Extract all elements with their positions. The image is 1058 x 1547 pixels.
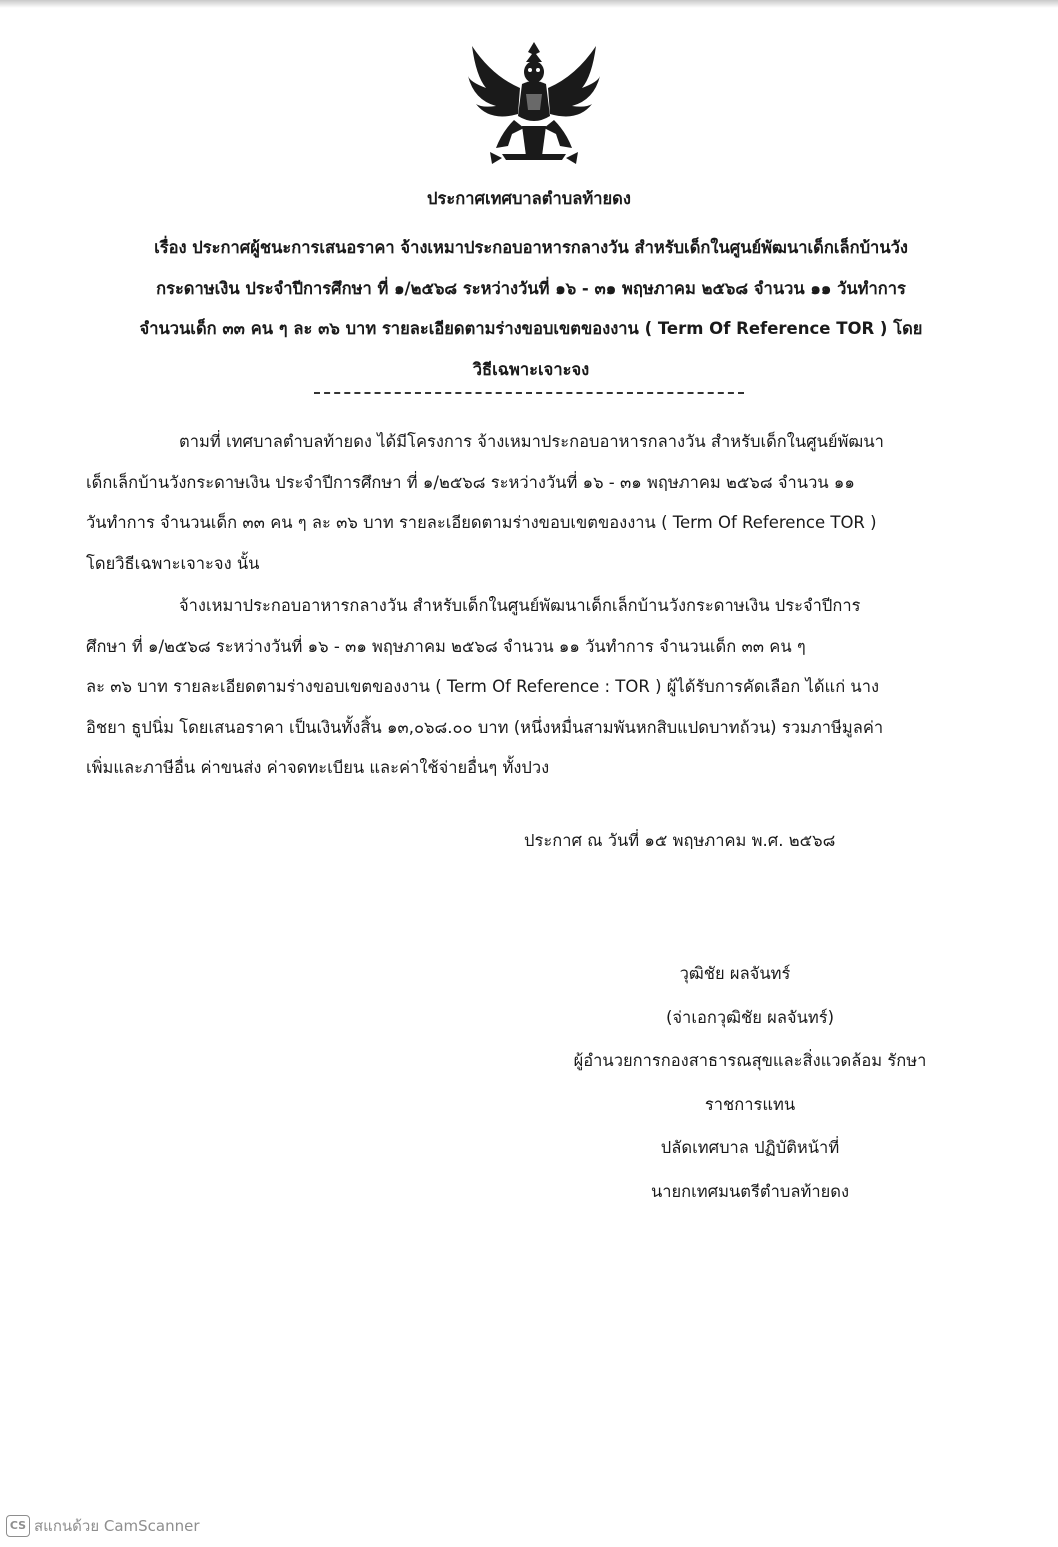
paragraph-award: [86, 586, 966, 789]
camscanner-text: สแกนด้วย CamScanner: [34, 1517, 200, 1535]
paragraph-line: ละ ๓๖ บาท รายละเอียดตามร่างขอบเขตของงาน ( Term Of Reference : TOR ) ผู้ได้รับการคัดเลือก ได้แก่ นาง: [86, 677, 880, 696]
paragraph-intro: [86, 422, 966, 584]
signature-name: วุฒิชัย ผลจันทร์: [679, 964, 791, 983]
subject-line: เรื่อง ประกาศผู้ชนะการเสนอราคา จ้างเหมาประกอบอาหารกลางวัน สำหรับเด็กในศูนย์พัฒนาเด็กเล็กบ้านวัง: [154, 238, 908, 257]
paragraph-line: ตามที่ เทศบาลตำบลท้ายดง ได้มีโครงการ จ้างเหมาประกอบอาหารกลางวัน สำหรับเด็กในศูนย์พัฒนา: [179, 432, 884, 451]
paragraph-line: จ้างเหมาประกอบอาหารกลางวัน สำหรับเด็กในศูนย์พัฒนาเด็กเล็กบ้านวังกระดาษเงิน ประจำปีการ: [179, 596, 861, 615]
camscanner-watermark: [6, 1514, 200, 1538]
subject-line: กระดาษเงิน ประจำปีการศึกษา ที่ ๑/๒๕๖๘ ระหว่างวันที่ ๑๖ - ๓๑ พฤษภาคม ๒๕๖๘ จำนวน ๑๑ วันทำการ: [156, 278, 906, 298]
signer-full-name: (จ่าเอกวุฒิชัย ผลจันทร์): [665, 1007, 835, 1027]
subject-line: วิธีเฉพาะเจาะจง: [472, 359, 590, 379]
signer-position: ราชการแทน: [704, 1094, 796, 1114]
paragraph-line: วันทำการ จำนวนเด็ก ๓๓ คน ๆ ละ ๓๖ บาท รายละเอียดตามร่างขอบเขตของงาน ( Term Of Reference TOR ): [86, 513, 877, 532]
paragraph-line: เด็กเล็กบ้านวังกระดาษเงิน ประจำปีการศึกษา ที่ ๑/๒๕๖๘ ระหว่างวันที่ ๑๖ - ๓๑ พฤษภาคม ๒๕๖๘ จำนวน ๑๑: [86, 472, 855, 492]
document-subject: [96, 228, 966, 390]
scan-edge: [0, 0, 1058, 8]
garuda-emblem-icon: [462, 36, 606, 170]
announcement-date: ประกาศ ณ วันที่ ๑๕ พฤษภาคม พ.ศ. ๒๕๖๘: [524, 831, 836, 850]
paragraph-line: เพิ่มและภาษีอื่น ค่าขนส่ง ค่าจดทะเบียน และค่าใช้จ่ายอื่นๆ ทั้งปวง: [86, 758, 550, 777]
subject-line: จำนวนเด็ก ๓๓ คน ๆ ละ ๓๖ บาท รายละเอียดตามร่างขอบเขตของงาน ( Term Of Reference TOR ) โดย: [139, 319, 923, 338]
signer-position: นายกเทศมนตรีตำบลท้ายดง: [650, 1181, 850, 1201]
paragraph-line: โดยวิธีเฉพาะเจาะจง นั้น: [86, 553, 260, 573]
signer-position: ผู้อำนวยการกองสาธารณสุขและสิ่งแวดล้อม รักษา: [573, 1051, 927, 1070]
paragraph-line: อิชยา ธูปนิ่ม โดยเสนอราคา เป็นเงินทั้งสิ้น ๑๓,๐๖๘.๐๐ บาท (หนึ่งหมื่นสามพันหกสิบแปดบาทถ้วน) รวมภาษีมูลค่า: [86, 717, 884, 737]
dashed-divider: [314, 392, 744, 394]
document-title: ประกาศเทศบาลตำบลท้ายดง: [427, 189, 631, 208]
signer-position: ปลัดเทศบาล ปฏิบัติหน้าที่: [660, 1138, 840, 1157]
paragraph-line: ศึกษา ที่ ๑/๒๕๖๘ ระหว่างวันที่ ๑๖ - ๓๑ พฤษภาคม ๒๕๖๘ จำนวน ๑๑ วันทำการ จำนวนเด็ก ๓๓ คน ๆ: [86, 636, 806, 656]
signature-block: [540, 952, 960, 1213]
camscanner-logo-icon: CS: [6, 1515, 30, 1537]
